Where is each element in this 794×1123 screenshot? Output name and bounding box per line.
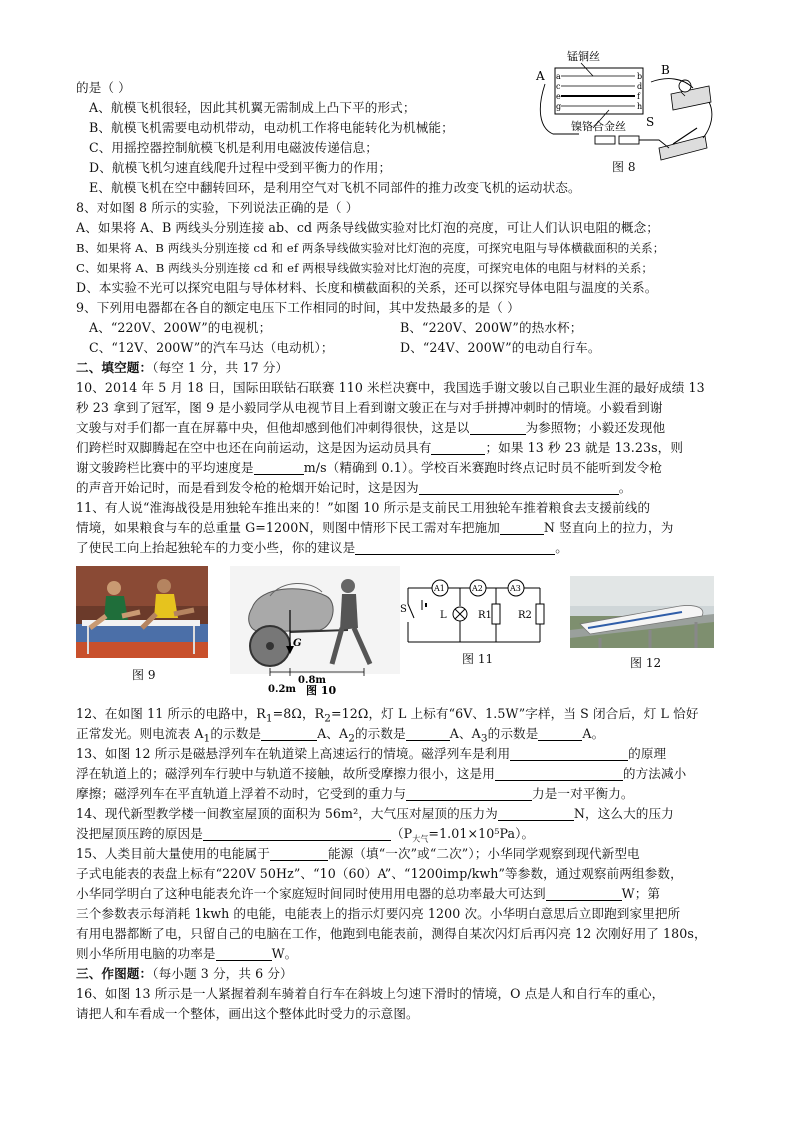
q10-line5 (76, 458, 662, 478)
figure-12-maglev-photo (570, 576, 714, 648)
q14-line1 (76, 804, 674, 824)
q10-blank-reference[interactable] (470, 420, 526, 435)
fig11-caption: 图 11 (462, 652, 494, 666)
q11-line3 (76, 538, 568, 558)
q12-text-c: =12Ω，灯 L 上标有“6V、1.5W”字样，当 S 闭合后，灯 L 恰好 (331, 706, 699, 721)
q15-line3 (76, 884, 660, 904)
q15-line6 (76, 944, 297, 964)
q15-blank-energy-type[interactable] (270, 846, 328, 861)
q15-blank-computer-power[interactable] (216, 946, 272, 961)
q11-line3-text-b: 。 (555, 540, 568, 555)
q12-line2-text-g: A。 (582, 726, 605, 741)
fig10-dim-left: 0.2m (268, 684, 296, 695)
fig8-caption: 图 8 (612, 160, 636, 174)
q10-line4-text-a: 们跨栏时双脚腾起在空中也还在向前运动，这是因为运动员具有 (76, 440, 432, 455)
section2-title: 二、填空题： (76, 360, 153, 375)
q10-blank-speed[interactable] (254, 460, 304, 475)
q9-stem: 9、下列用电器都在各自的额定电压下工作相同的时间，其中发热最多的是（ ） (76, 300, 520, 315)
q12-sub-r1: 1 (265, 712, 273, 725)
q10-line6 (76, 478, 631, 498)
q15-line2: 子式电能表的表盘上标有“220V 50Hz”、“10（60）A”、“1200imp/kwh”等参数，通过观察前两组参数， (76, 866, 683, 881)
fig11-meter-a2: A2 (472, 584, 483, 593)
section3-heading (76, 964, 293, 984)
fig8-wire-h: h (637, 102, 643, 111)
q15-line1-text-a: 15、人类目前大量使用的电能属于 (76, 846, 270, 861)
q7-option-b: B、航模飞机需要电动机带动，电动机工作将电能转化为机械能； (89, 120, 454, 135)
q11-line2 (76, 518, 673, 538)
q13-line1-text-a: 13、如图 12 所示是磁悬浮列车在轨道梁上高速运行的情境。磁浮列车是利用 (76, 746, 511, 761)
q15-line1 (76, 844, 640, 864)
q15-line5: 有用电器都断了电，只留自己的电脑在工作，他跑到电能表前，测得自某次闪灯后再闪亮 12 次刚好用了 180s， (76, 926, 707, 941)
fig10-caption: 图 10 (306, 684, 337, 696)
q12-blank-a3[interactable] (538, 726, 582, 741)
q10-line4-text-b: ；如果 13 秒 23 就是 13.23s，则 (485, 440, 684, 455)
q14-line2-text-a: 没把屋顶压跨的原因是 (76, 826, 203, 841)
q8-option-b: B、如果将 A、B 两线头分别连接 cd 和 ef 两条导线做实验对比灯泡的亮度，可探究电阻与导体横截面积的关系； (76, 241, 665, 255)
q10-line6-text-a: 的声音开始记时，而是看到发令枪的枪烟开始记时，这是因为 (76, 480, 419, 495)
fig8-label-b: B (661, 63, 670, 77)
section3-title: 三、作图题： (76, 966, 153, 981)
q10-line1: 10、2014 年 5 月 18 日，国际田联钻石联赛 110 米栏决赛中，我国选手谢文骏以自己职业生涯的最好成绩 13 (76, 380, 705, 395)
q13-blank-method[interactable] (495, 766, 623, 781)
q7-option-c: C、用摇控器控制航模飞机是利用电磁波传递信息； (89, 140, 378, 155)
q14-line1-text-a: 14、现代新型教学楼一间教室屋顶的面积为 56m²，大气压对屋顶的压力为 (76, 806, 498, 821)
q13-line2 (76, 764, 686, 784)
q12-line2-text-b: 的示数是 (210, 726, 262, 741)
fig8-wire-f: f (637, 92, 640, 101)
q15-line4: 三个参数表示每消耗 1kwh 的电能，电能表上的指示灯要闪亮 1200 次。小华明白意思后立即跑到家里把所 (76, 906, 681, 921)
q7-stem-end: 的是（ ） (76, 80, 131, 95)
q14-line1-text-b: N，这么大的压力 (573, 806, 674, 821)
q10-line5-text-a: 谢文骏跨栏比赛中的平均速度是 (76, 460, 254, 475)
q9-option-d: D、“24V、200W”的电动自行车。 (400, 340, 601, 355)
q12-sub-r2: 2 (324, 712, 332, 725)
q11-line1: 11、有人说“淮海战役是用独轮车推出来的！”如图 10 所示是支前民工用独轮车推着粮食去支援前线的 (76, 500, 651, 515)
q12-sub-a2: 2 (348, 732, 355, 745)
q11-line3-text-a: 了使民工向上抬起独轮车的力变小些，你的建议是 (76, 540, 356, 555)
q12-blank-a2[interactable] (406, 726, 450, 741)
q14-sub-atm: 大气 (412, 834, 429, 844)
q13-line3-text-b: 力是一对平衡力。 (532, 786, 634, 801)
q15-line3-text-b: W；第 (621, 886, 661, 901)
fig8-label-a: A (536, 69, 545, 83)
fig11-label-l: L (440, 610, 447, 621)
q11-blank-force[interactable] (500, 520, 544, 535)
fig8-wire-a: a (556, 72, 561, 81)
q12-text-a: 12、在如图 11 所示的电路中，R (76, 706, 266, 721)
figure-9-hurdlers-photo (76, 566, 208, 658)
q12-line2-text-c: A、A (317, 726, 349, 741)
q13-blank-force[interactable] (406, 786, 532, 801)
fig8-wire-c: c (556, 82, 561, 91)
fig8-wire-e: e (556, 92, 561, 101)
q14-line2-text-b: （P (390, 826, 413, 841)
fig11-label-s: S (400, 604, 407, 615)
q10-blank-reason[interactable] (419, 480, 619, 495)
q13-line1-text-b: 的原理 (628, 746, 667, 761)
figure-10-wheelbarrow (230, 566, 400, 696)
q15-line6-text-a: 则小华所用电脑的功率是 (76, 946, 216, 961)
q13-line3-text-a: 摩擦；磁浮列车在平直轨道上浮着不动时，它受到的重力与 (76, 786, 407, 801)
q10-line5-text-b: m/s（精确到 0.1）。学校百米赛跑时终点记时员不能听到发令枪 (303, 460, 663, 475)
q15-line3-text-a: 小华同学明白了这种电能表允许一个家庭短时间同时使用用电器的总功率最大可达到 (76, 886, 546, 901)
q12-line2-text-d: 的示数是 (354, 726, 406, 741)
fig8-wire-d: d (637, 82, 643, 91)
q8-option-a: A、如果将 A、B 两线头分别连接 ab、cd 两条导线做实验对比灯泡的亮度，可让人们认识电阻的概念； (76, 220, 659, 235)
q7-option-a: A、航模飞机很轻，因此其机翼无需制成上凸下平的形式； (89, 100, 416, 115)
q8-option-d: D、本实验不光可以探究电阻与导体材料、长度和横截面积的关系，还可以探究导体电阻与温度的关系。 (76, 280, 658, 295)
fig10-dim-right: 0.8m (298, 675, 326, 686)
q9-option-b: B、“220V、200W”的热水杯； (400, 320, 583, 335)
q10-line6-text-b: 。 (618, 480, 632, 495)
q7-option-e: E、航模飞机在空中翻转回环，是利用空气对飞机不同部件的推力改变飞机的运动状态。 (89, 180, 581, 195)
q10-blank-inertia[interactable] (431, 440, 485, 455)
q15-line6-text-b: W。 (271, 946, 298, 961)
q12-sub-a1: 1 (203, 732, 211, 745)
q7-option-d: D、航模飞机匀速直线爬升过程中受到平衡力的作用； (89, 160, 392, 175)
q14-line2-text-c: =1.01×10⁵Pa）。 (428, 826, 535, 841)
q15-line1-text-b: 能源（填“一次”或“二次”）；小华同学观察到现代新型电 (327, 846, 640, 861)
q9-option-a: A、“220V、200W”的电视机； (89, 320, 272, 335)
q11-blank-suggestion[interactable] (355, 540, 555, 555)
q11-line2-text-b: N 竖直向上的拉力，为 (543, 520, 674, 535)
q10-line3-text-a: 文骏与对手们都一直在屏幕中央，但他却感到他们冲刺得很快，这是以 (76, 420, 470, 435)
q13-line2-text-a: 浮在轨道上的；磁浮列车行驶中与轨道不接触，故所受摩擦力很小，这是用 (76, 766, 495, 781)
q13-line1 (76, 744, 666, 764)
q10-line4 (76, 438, 683, 458)
q16-line1: 16、如图 13 所示是一人紧握着刹车骑着自行车在斜坡上匀速下滑时的情境，O 点是人和自行车的重心， (76, 986, 665, 1001)
q12-line2-text-e: A、A (449, 726, 481, 741)
q13-blank-principle[interactable] (510, 746, 628, 761)
q10-line3-text-b: 为参照物；小毅还发现他 (525, 420, 666, 435)
q12-sub-a3: 3 (480, 732, 488, 745)
q15-blank-max-power[interactable] (546, 886, 622, 901)
q11-line2-text-a: 情境，如果粮食与车的总重量 G=1200N，则图中情形下民工需对车把施加 (76, 520, 500, 535)
q12-text-b: =8Ω，R (272, 706, 325, 721)
figure-11-circuit (400, 576, 548, 648)
q8-stem: 8、对如图 8 所示的实验，下列说法正确的是（ ） (76, 200, 359, 215)
q13-line2-text-b: 的方法减小 (622, 766, 687, 781)
q10-line3 (76, 418, 665, 438)
q12-blank-a1[interactable] (261, 726, 317, 741)
q10-line2: 秒 23 拿到了冠军，图 9 是小毅同学从电视节目上看到谢文骏正在与对手拼搏冲刺时的情境。小毅看到谢 (76, 400, 663, 415)
fig9-caption: 图 9 (132, 668, 156, 682)
figure-8 (533, 48, 718, 174)
fig11-meter-a3: A3 (510, 584, 521, 593)
fig11-meter-a1: A1 (434, 584, 445, 593)
q14-blank-pressure-force[interactable] (498, 806, 574, 821)
section2-note: （每空 1 分，共 17 分） (152, 360, 289, 375)
fig8-label-nichrome: 镍铬合金丝 (571, 120, 626, 133)
q14-blank-reason[interactable] (203, 826, 391, 841)
q13-line3 (76, 784, 634, 804)
fig11-label-r2: R2 (518, 610, 532, 621)
section3-note: （每小题 3 分，共 6 分） (152, 966, 293, 981)
q8-option-c: C、如果将 A、B 两线头分别连接 cd 和 ef 两根导线做实验对比灯泡的亮度，可探究电体的电阻与材料的关系； (76, 261, 654, 275)
fig8-wire-b: b (637, 72, 643, 81)
q9-option-c: C、“12V、200W”的汽车马达（电动机）； (89, 340, 334, 355)
fig8-label-s: S (646, 115, 655, 129)
q12-line2-text-a: 正常发光。则电流表 A (76, 726, 204, 741)
q12-line2-text-f: 的示数是 (487, 726, 539, 741)
fig8-wire-g: g (556, 102, 562, 111)
section2-heading (76, 358, 288, 378)
fig10-label-g: G (293, 638, 302, 649)
fig8-label-manganin: 锰铜丝 (567, 50, 600, 63)
fig11-label-r1: R1 (478, 610, 492, 621)
fig12-caption: 图 12 (630, 656, 662, 670)
q16-line2: 请把人和车看成一个整体，画出这个整体此时受力的示意图。 (76, 1006, 419, 1021)
